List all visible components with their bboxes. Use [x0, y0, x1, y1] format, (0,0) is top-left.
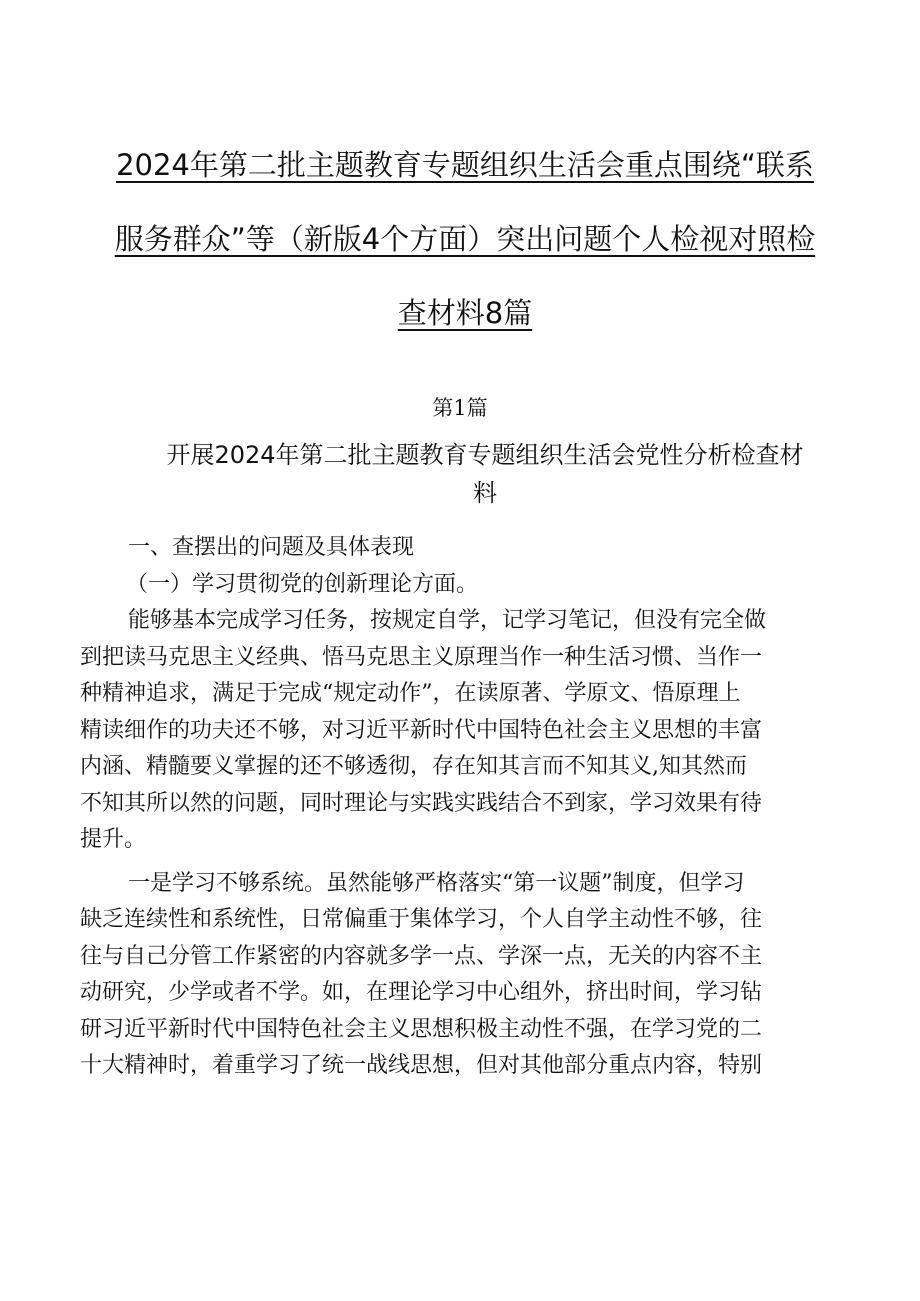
part-number: 第1篇 [432, 396, 488, 420]
paragraph [80, 603, 850, 859]
paragraph-line: 十大精神时，着重学习了统一战线思想，但对其他部分重点内容，特别 [80, 1053, 763, 1078]
paragraph-line: 一是学习不够系统。虽然能够严格落实“第一议题”制度，但学习 [128, 870, 745, 896]
paragraph-line: 内涵、精髓要义掌握的还不够透彻，存在知其言而不知其义,知其然而 [80, 754, 747, 779]
document-title-line: 查材料8篇 [397, 296, 533, 330]
paragraph-line: 动研究，少学或者不学。如，在理论学习中心组外，挤出时间，学习钻 [80, 980, 763, 1005]
paragraph [80, 866, 850, 1085]
paragraph-line: 提升。 [80, 827, 147, 852]
paragraph-line: 精读细作的功夫还不够，对习近平新时代中国特色社会主义思想的丰富 [80, 717, 763, 743]
paragraph-line: 能够基本完成学习任务，按规定自学，记学习笔记，但没有完全做 [128, 608, 767, 633]
section-heading: 一、查摆出的问题及具体表现 [128, 535, 415, 560]
subsection-heading: （一）学习贯彻党的创新理论方面。 [126, 571, 479, 597]
paragraph-line: 到把读马克思主义经典、悟马克思主义原理当作一种生活习惯、当作一 [80, 644, 763, 670]
part-title [110, 436, 860, 512]
document-title [90, 128, 840, 350]
part-title-line: 开展2024年第二批主题教育专题组织生活会党性分析检查材 [166, 441, 804, 469]
paragraph-line: 研习近平新时代中国特色社会主义思想积极主动性不强，在学习党的二 [80, 1016, 763, 1042]
paragraph-line: 种精神追求，满足于完成“规定动作”，在读原著、学原文、悟原理上 [80, 681, 741, 706]
part-title-line: 料 [473, 479, 497, 507]
paragraph-line: 往与自己分管工作紧密的内容就多学一点、学深一点，无关的内容不主 [80, 943, 763, 969]
document-title-line: 2024年第二批主题教育专题组织生活会重点围绕“联系 [116, 148, 814, 182]
paragraph-line: 缺乏连续性和系统性，日常偏重于集体学习，个人自学主动性不够，往 [80, 907, 763, 932]
paragraph-line: 不知其所以然的问题，同时理论与实践实践结合不到家，学习效果有待 [80, 790, 763, 816]
body-text [80, 530, 850, 1085]
document-title-line: 服务群众”等（新版4个方面）突出问题个人检视对照检 [114, 222, 816, 256]
